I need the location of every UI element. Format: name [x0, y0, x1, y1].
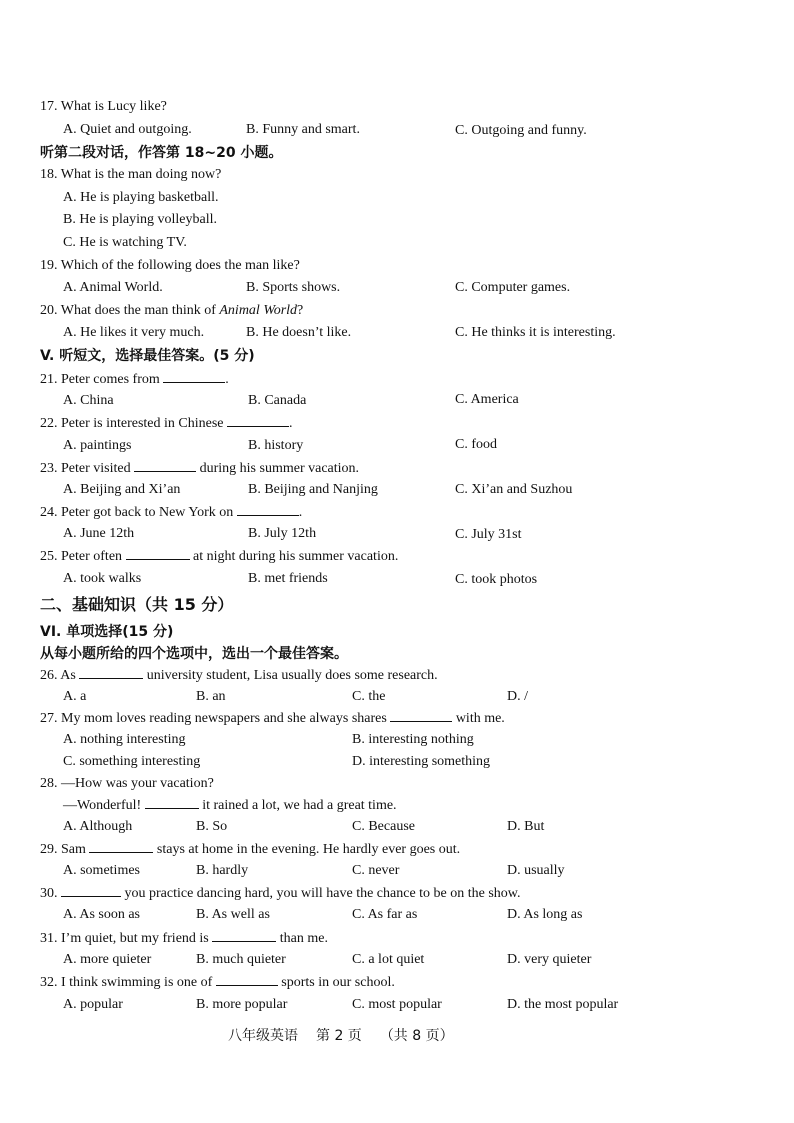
q27-stem-text: 27. My mom loves reading newspapers and she always shares — [40, 711, 391, 726]
q28-option-d: D. But — [507, 819, 545, 834]
q26-option-b: B. an — [196, 689, 226, 704]
q17-option-c: C. Outgoing and funny. — [455, 123, 587, 138]
q32-stem-text: 32. I think swimming is one of — [40, 975, 216, 990]
q21-option-c: C. America — [455, 392, 519, 407]
footer-total-pages: （共 8 页） — [379, 1028, 454, 1044]
q25-option-c: C. took photos — [455, 572, 538, 587]
section-v-heading: V. 听短文，选择最佳答案。(5 分) — [40, 348, 255, 364]
q17-option-b: B. Funny and smart. — [246, 122, 360, 137]
q29-option-d: D. usually — [507, 863, 565, 878]
q25-stem-text: 25. Peter often — [40, 549, 126, 564]
q26-option-c: C. the — [352, 689, 386, 704]
q18-option-c: C. He is watching TV. — [63, 235, 187, 250]
q26-option-a: A. a — [63, 689, 87, 704]
question-25 — [40, 547, 398, 566]
answer-blank — [134, 459, 196, 472]
question-27 — [40, 709, 505, 728]
q32-option-b: B. more popular — [196, 997, 288, 1012]
q32-option-c: C. most popular — [352, 997, 442, 1012]
q30-stem-end: you practice dancing hard, you will have the chance to be on the show. — [121, 886, 521, 901]
q30-option-c: C. As far as — [352, 907, 418, 922]
question-20 — [40, 302, 303, 320]
q29-option-b: B. hardly — [196, 863, 249, 878]
question-28: 28. —How was your vacation? — [40, 776, 214, 791]
q31-option-d: D. very quieter — [507, 952, 592, 967]
answer-blank — [227, 414, 289, 427]
question-31 — [40, 929, 328, 948]
section-vi-heading: VI. 单项选择(15 分) — [40, 624, 174, 640]
q24-stem-end: . — [298, 505, 303, 520]
q27-option-b: B. interesting nothing — [352, 732, 474, 747]
q20-option-c: C. He thinks it is interesting. — [455, 325, 616, 340]
question-19: 19. Which of the following does the man like? — [40, 258, 300, 273]
section-dialog2-heading: 听第二段对话，作答第 18~20 小题。 — [40, 145, 283, 161]
q31-option-b: B. much quieter — [196, 952, 286, 967]
answer-blank — [163, 370, 225, 383]
answer-blank — [237, 503, 299, 516]
q30-option-b: B. As well as — [196, 907, 270, 922]
q27-option-c: C. something interesting — [63, 754, 201, 769]
q28-reply-text: —Wonderful! — [63, 798, 145, 813]
q17-option-a: A. Quiet and outgoing. — [63, 122, 192, 137]
question-17: 17. What is Lucy like? — [40, 99, 167, 114]
q23-stem-end: during his summer vacation. — [196, 461, 360, 476]
q25-stem-end: at night during his summer vacation. — [189, 549, 399, 564]
q19-option-b: B. Sports shows. — [246, 280, 341, 295]
q22-option-b: B. history — [248, 438, 304, 453]
q20-stem-end: ? — [297, 303, 304, 318]
question-24 — [40, 503, 302, 522]
q18-option-a: A. He is playing basketball. — [63, 190, 219, 205]
q22-stem-text: 22. Peter is interested in Chinese — [40, 416, 228, 431]
q21-option-a: A. China — [63, 393, 114, 408]
q22-option-c: C. food — [455, 437, 497, 452]
q31-stem-end: than me. — [276, 931, 328, 946]
q32-stem-end: sports in our school. — [277, 975, 395, 990]
q23-option-b: B. Beijing and Nanjing — [248, 482, 378, 497]
part-2-heading: 二、基础知识（共 15 分） — [40, 595, 234, 614]
q24-option-b: B. July 12th — [248, 526, 317, 541]
question-26 — [40, 666, 438, 685]
q32-option-a: A. popular — [63, 997, 123, 1012]
q31-option-c: C. a lot quiet — [352, 952, 425, 967]
section-vi-instruction: 从每小题所给的四个选项中，选出一个最佳答案。 — [40, 646, 348, 662]
q20-stem-text: 20. What does the man think of — [40, 303, 220, 318]
q27-stem-end: with me. — [452, 711, 505, 726]
q21-option-b: B. Canada — [248, 393, 307, 408]
q29-stem-end: stays at home in the evening. He hardly ever goes out. — [153, 842, 461, 857]
answer-blank — [79, 666, 143, 679]
q20-option-a: A. He likes it very much. — [63, 325, 205, 340]
answer-blank — [216, 973, 278, 986]
answer-blank — [89, 840, 153, 853]
answer-blank — [61, 884, 121, 897]
q32-option-d: D. the most popular — [507, 997, 619, 1012]
q21-stem-text: 21. Peter comes from — [40, 372, 164, 387]
q20-option-b: B. He doesn’t like. — [246, 325, 352, 340]
q28-option-b: B. So — [196, 819, 228, 834]
page-footer — [228, 1027, 472, 1045]
q26-option-d: D. / — [507, 689, 528, 704]
q29-stem-text: 29. Sam — [40, 842, 90, 857]
q31-option-a: A. more quieter — [63, 952, 152, 967]
q23-option-c: C. Xi’an and Suzhou — [455, 482, 573, 497]
footer-page-number: 第 2 页 — [316, 1028, 362, 1044]
q19-option-a: A. Animal World. — [63, 280, 163, 295]
q20-stem-title: Animal World — [219, 303, 298, 318]
answer-blank — [126, 547, 190, 560]
q26-stem-text: 26. As — [40, 668, 80, 683]
question-21 — [40, 370, 229, 389]
q22-option-a: A. paintings — [63, 438, 132, 453]
question-29 — [40, 840, 460, 859]
q30-option-a: A. As soon as — [63, 907, 141, 922]
answer-blank — [145, 796, 199, 809]
q24-option-a: A. June 12th — [63, 526, 135, 541]
question-32 — [40, 973, 395, 992]
q31-stem-text: 31. I’m quiet, but my friend is — [40, 931, 213, 946]
question-28-reply — [63, 796, 397, 815]
q26-stem-end: university student, Lisa usually does some research. — [143, 668, 438, 683]
q29-option-c: C. never — [352, 863, 400, 878]
q28-option-a: A. Although — [63, 819, 133, 834]
q30-option-d: D. As long as — [507, 907, 583, 922]
footer-subject: 八年级英语 — [228, 1028, 298, 1044]
q29-option-a: A. sometimes — [63, 863, 140, 878]
question-23 — [40, 459, 359, 478]
q24-stem-text: 24. Peter got back to New York on — [40, 505, 237, 520]
q28-reply-end: it rained a lot, we had a great time. — [198, 798, 397, 813]
q27-option-a: A. nothing interesting — [63, 732, 186, 747]
q23-stem-text: 23. Peter visited — [40, 461, 135, 476]
question-22 — [40, 414, 293, 433]
question-18: 18. What is the man doing now? — [40, 167, 222, 182]
q28-option-c: C. Because — [352, 819, 415, 834]
q27-option-d: D. interesting something — [352, 754, 491, 769]
q30-stem-text: 30. — [40, 886, 61, 901]
question-30 — [40, 884, 521, 903]
answer-blank — [212, 929, 276, 942]
q18-option-b: B. He is playing volleyball. — [63, 212, 217, 227]
answer-blank — [390, 709, 452, 722]
q25-option-a: A. took walks — [63, 571, 142, 586]
q25-option-b: B. met friends — [248, 571, 328, 586]
q19-option-c: C. Computer games. — [455, 280, 571, 295]
q22-stem-end: . — [289, 416, 293, 431]
q23-option-a: A. Beijing and Xi’an — [63, 482, 181, 497]
q21-stem-end: . — [225, 372, 229, 387]
q24-option-c: C. July 31st — [455, 527, 522, 542]
